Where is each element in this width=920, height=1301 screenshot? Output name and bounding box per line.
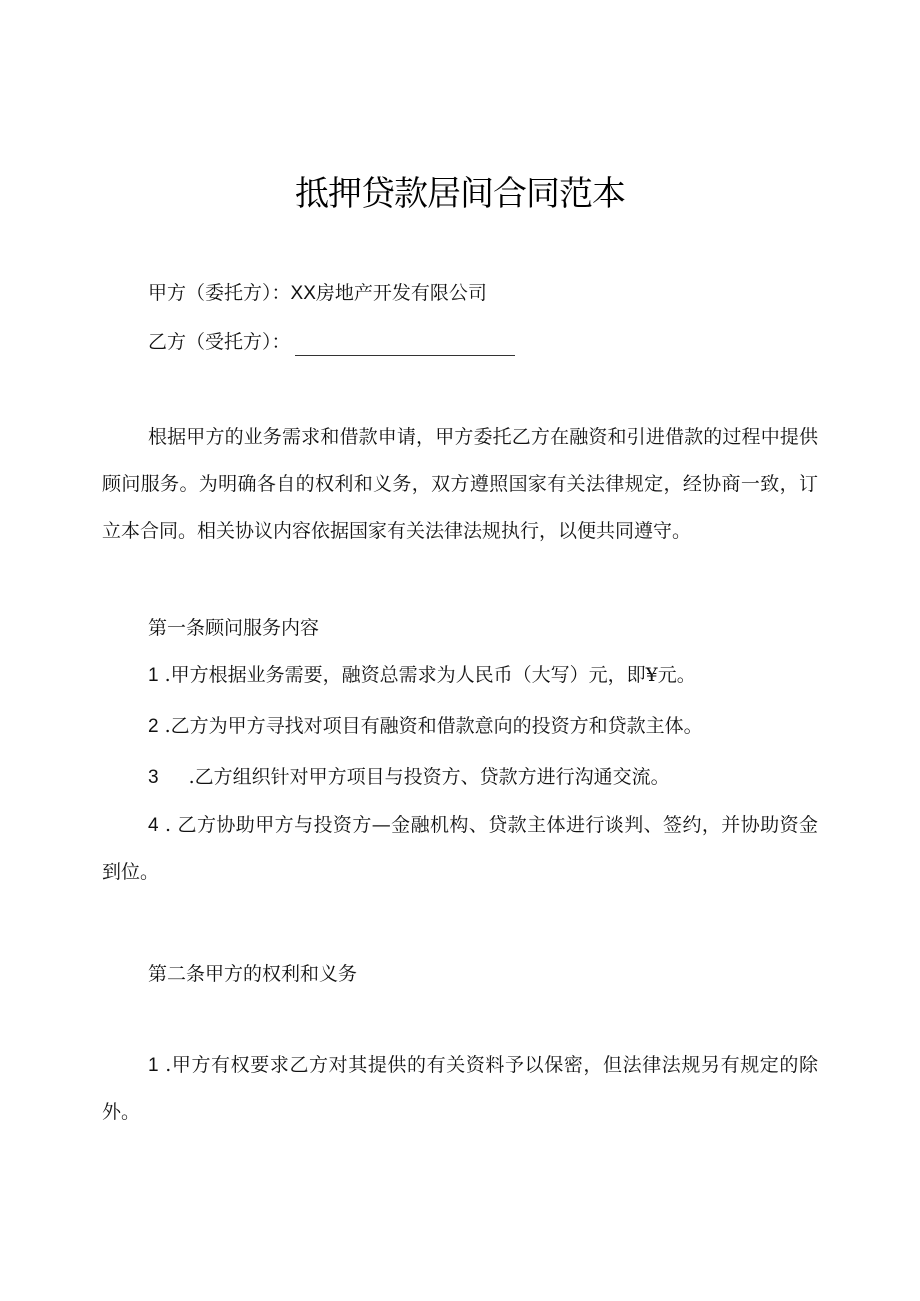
- party-a-value: XX房地产开发有限公司: [290, 283, 487, 304]
- party-a-line: [148, 279, 487, 308]
- party-b-blank: [295, 335, 515, 356]
- party-b-line: [148, 328, 515, 356]
- item-number: 4: [148, 815, 159, 836]
- intro-paragraph: 根据甲方的业务需求和借款申请，甲方委托乙方在融资和引进借款的过程中提供顾问服务。为明确各自的权利和义务，双方遵照国家有关法律规定，经协商一致，订立本合同。相关协议内容依据国家有关法律法规执行，以便共同遵守。: [102, 426, 818, 542]
- article-1-heading: 第一条顾问服务内容: [148, 617, 320, 639]
- item-text: .甲方有权要求乙方对其提供的有关资料予以保密，但法律法规另有规定的除外。: [102, 1054, 818, 1123]
- article-2-heading: 第二条甲方的权利和义务: [148, 963, 358, 985]
- item-number: 3: [148, 767, 159, 788]
- item-text: .乙方组织针对甲方项目与投资方、贷款方进行沟通交流。: [188, 766, 670, 788]
- item-text: .乙方为甲方寻找对项目有融资和借款意向的投资方和贷款主体。: [164, 715, 703, 737]
- article-1-item-2: [102, 703, 818, 750]
- article-1-item-1: [102, 652, 818, 699]
- party-a-label: 甲方（委托方）：: [148, 282, 291, 304]
- item-number: 1: [148, 1055, 159, 1076]
- article-2-item-1: [102, 1042, 818, 1136]
- item-text: . 乙方协助甲方与投资方—金融机构、贷款主体进行谈判、签约，并协助资金到位。: [102, 814, 818, 883]
- party-b-label: 乙方（受托方）：: [148, 331, 291, 353]
- item-number: 1: [148, 665, 159, 686]
- article-1-item-4: [102, 802, 818, 896]
- item-text: .甲方根据业务需要，融资总需求为人民币（大写）元，即¥元。: [164, 664, 696, 686]
- article-1-item-3: [102, 754, 818, 801]
- item-number: 2: [148, 716, 159, 737]
- document-title: 抵押贷款居间合同范本: [295, 174, 625, 214]
